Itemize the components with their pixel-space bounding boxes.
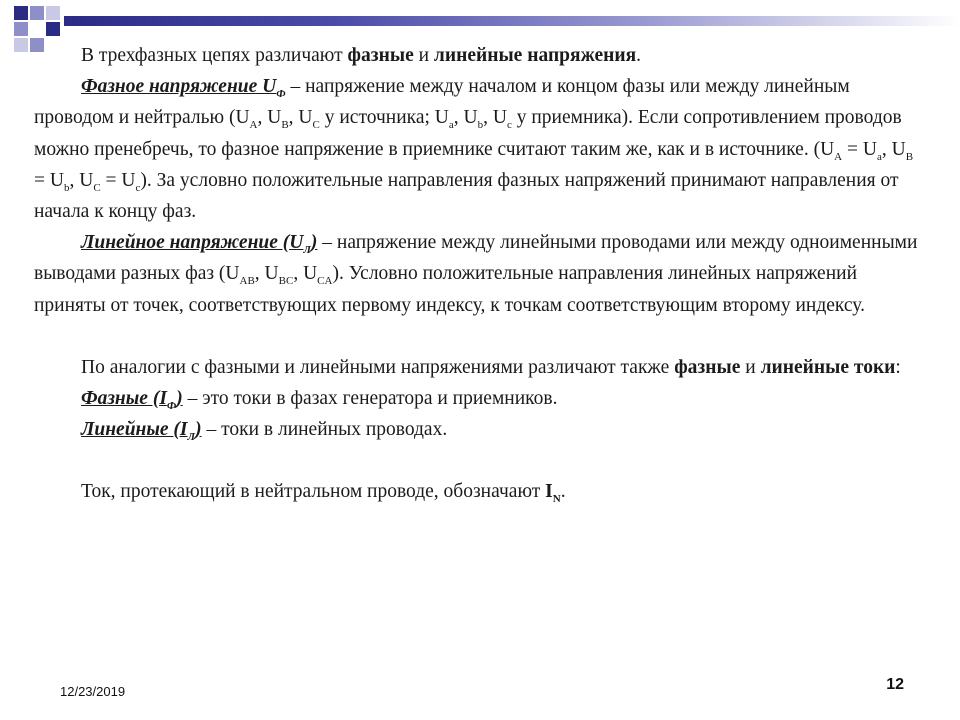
page-number: 12: [886, 676, 904, 693]
paragraph-neutral-current: Ток, протекающий в нейтральном проводе, обозначают $I_N$.: [81, 481, 566, 506]
paragraph-line-currents: Линейные $(I_Л)$ – токи в линейных проводах.: [81, 419, 448, 443]
slide-body: [34, 40, 924, 507]
term-line-currents: Линейные $(I_Л)$: [81, 419, 202, 443]
deco-square: [46, 22, 60, 36]
paragraph-intro: [34, 40, 924, 71]
spacer: [34, 445, 924, 476]
text: В трехфазных цепях различают: [81, 45, 348, 66]
paragraph-line-voltage: Линейное напряжение $(U_Л)$ – напряжение между линейными проводами или между одноименными выводами разных фаз ($U_{AB}$, $U_{BC}$, $U_{CA}$). Условно положительные направления линейных напряжений приняты от точек, соответствующих первому индексу, к точкам соответствующим второму индексу.: [34, 232, 918, 316]
paragraph-phase-voltage: Фазное напряжение $U_Ф$ – напряжение между началом и концом фазы или между линейным проводом и нейтралью ($U_A$, $U_B$, $U_C$ у источника; $U_a$, $U_b$, $U_c$ у приемника). Если сопротивлением проводов можно пренебречь, то фазное напряжение в приемнике считают таким же, как и в источнике. ($U_A = U_a$, $U_B = U_b$, $U_C = U_c$). За условно положительные направления фазных напряжений принимают направления от начала к концу фаз.: [34, 76, 914, 222]
header-gradient-bar: [64, 16, 960, 26]
spacer: [34, 321, 924, 352]
bold-term: фазные: [347, 45, 414, 66]
deco-square: [46, 6, 60, 20]
deco-square: [14, 38, 28, 52]
text: и: [413, 45, 434, 66]
deco-square: [14, 22, 28, 36]
term-phase-currents: Фазные $(I_Ф)$: [81, 387, 183, 412]
bold-term: линейные токи: [760, 356, 896, 378]
bold-term: линейные напряжения: [433, 45, 637, 66]
footer-date: 12/23/2019: [60, 684, 126, 699]
term-line-voltage: Линейное напряжение $(U_Л)$: [81, 232, 318, 257]
neutral-current-symbol: $I_N$: [545, 481, 561, 506]
bold-term: фазные: [674, 356, 741, 378]
text: .: [636, 45, 642, 66]
deco-square: [14, 6, 28, 20]
deco-square: [30, 6, 44, 20]
paragraph-phase-currents: Фазные $(I_Ф)$ – это токи в фазах генератора и приемников.: [81, 387, 558, 412]
term-phase-voltage: Фазное напряжение $U_Ф$: [81, 76, 286, 101]
paragraph-currents-intro: По аналогии с фазными и линейными напряжениями различают также фазные и линейные токи:: [81, 356, 901, 378]
